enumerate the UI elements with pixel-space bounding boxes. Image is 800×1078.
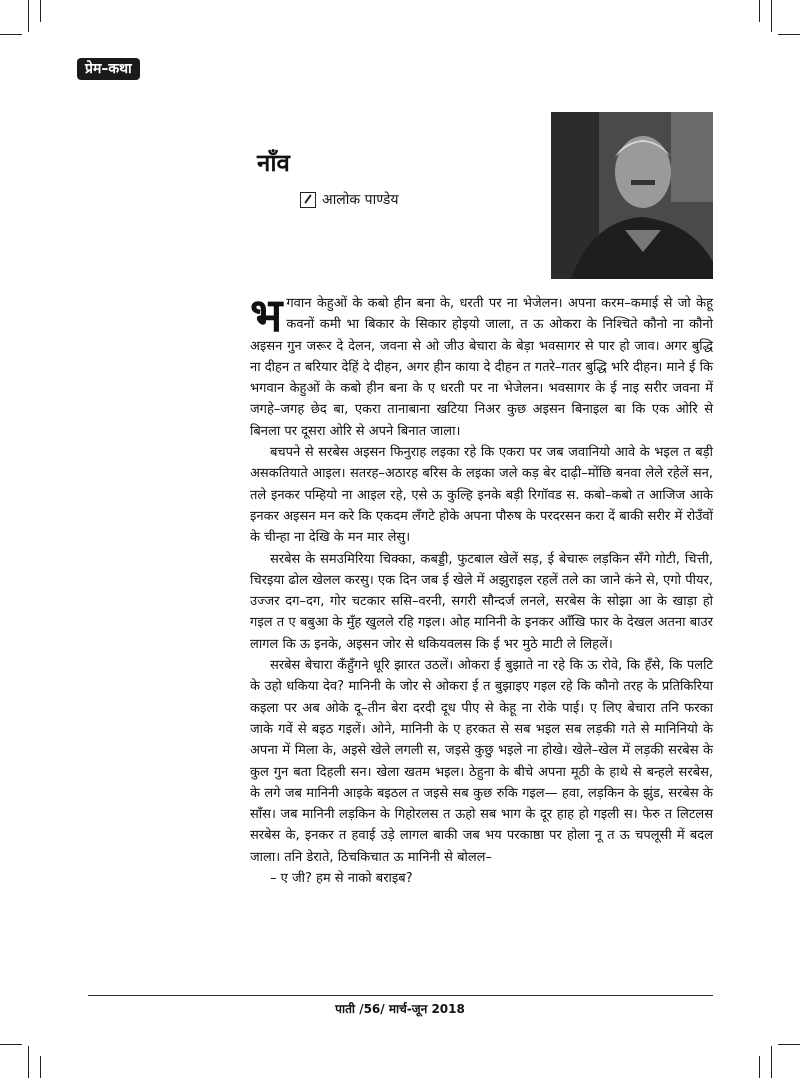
paragraph: भगवान केहुओं के कबो हीन बना के, धरती पर ना भेजेलन। अपना करम–कमाई से जो केहू कवनों कमी भा बिकार के सिकार होइयो जाला, त ऊ ओकरा के निश्चिते कौनो ना कौनो अइसन गुन जरूर दे देलन, जवना से ओ जीउ बेचारा के बेड़ा भवसागर से पार हो जाव। अगर बुद्धि ना दीहन त बरियार देहिं दे दीहन, अगर हीन काया दे दीहन त गतरे–गतर बुद्धि भरि दीहन। माने ई कि भगवान केहुओं के कबो हीन बना के ए धरती पर ना भेजेलन। भवसागर के ई नाइ सरीर जवना में जगहे–जगह छेद बा, एकरा तानाबाना खटिया निअर कुछ अइसन बिनाइल बा कि एक ओरि से बिनला पर दूसरा ओरि से अपने बिनात जाला। [250, 288, 713, 439]
crop-mark [0, 1044, 22, 1045]
author-name: आलोक पाण्डेय [322, 192, 399, 208]
crop-mark [771, 0, 772, 32]
crop-mark [771, 1046, 772, 1078]
paragraph: सरबेस बेचारा कँहुँगने धूरि झारत उठलें। ओकरा ई बुझाते ना रहे कि ऊ रोवे, कि हँसे, कि पलटि के उहो धकिया देव? मानिनी के जोर से ओकरा ई त बुझाइए गइल रहे कि कौनो तरह के प्रतिकिरिया कइला पर अब ओके दू–तीन बेरा दरदी दूध पीए से केहू ना रोके पाई। ए लिए बेचारा तनि फरका जाके गवें से बइठ गइलें। ओने, मानिनी के ए हरकत से सब भइल सब लड़की गते से मानिनियो के अपना में मिला के, अइसे खेले लगली स, जइसे कुछु भइले ना होखे। खेले–खेल में लड़की सरबेस के कुल गुन बता दिहली सन। खेला खतम भइल। ठेहुना के बीचे अपना मूठी के हाथे से बन्हले सरबेस, के लगे जब मानिनी आइके बइठल त जइसे सब कुछ रुकि गइल— हवा, लड़किन के झुंड, सरबेस के साँस। जब मानिनी लड़किन के गिहोरलस त ऊहो सब भाग के दूर हाह हो गइली स। फेरु त लिटलस सरबेस के, इनकर त हवाई उड़े लागल बाकी जब भय परकाष्ठा पर होला नू त ऊ चपलूसी में बदल जाला। तनि डेराते, ठिचकिचात ऊ मानिनी से बोलल– [250, 658, 713, 865]
crop-mark [28, 1046, 29, 1078]
paragraph: बचपने से सरबेस अइसन फिनुराह लइका रहे कि एकरा पर जब जवानियो आवे के भइल त बड़ी असकतियाते आइल। सतरह–अठारह बरिस के लइका जले कड़ बेर दाढ़ी–मोंछि बनवा लेले रहेलें सन, तले इनकर पम्हियो ना आइल रहे, एसे ऊ कुल्हि इनके बड़ी रिगॉवड स. कबो–कबो त आजिज आके इनकर अइसन मन करे कि एकदम लँगटे होके अपना पौरुष के परदरसन करा दें बाकी सरीर में रोउँवों के चीन्हा ना देखि के मन मार लेसु। [250, 445, 713, 546]
crop-mark [40, 1056, 41, 1078]
section-badge: प्रेम–कथा [77, 58, 140, 80]
crop-mark [40, 0, 41, 22]
crop-mark [778, 34, 800, 35]
footer-rule [88, 995, 713, 996]
page-footer: पाती /56/ मार्च-जून 2018 [335, 1002, 465, 1016]
crop-mark [778, 1044, 800, 1045]
crop-mark [28, 0, 29, 32]
crop-mark [759, 1056, 760, 1078]
drop-cap: भ [250, 288, 283, 342]
paragraph: सरबेस के समउमिरिया चिक्का, कबड्डी, फुटबाल खेलें सड़, ई बेचारू लड़किन सँगे गोटी, चित्ती, चिरइया ढोल खेलल करसु। एक दिन जब ई खेले में अझुराइल रहलें तले का जाने कंने से, एगो पीयर, उज्जर दग–दग, गोर चटकार ससि–वरनी, सगरी सौन्दर्ज लनले, सरबेस के सोझा आ के खाड़ा हो गइल त ए बबुआ के मुँह खुलले रहि गइल। ओह मानिनी के इनकर आँखि फार के देखल अतना बाउर लागल कि ऊ इनके, अइसन जोर से धकियवलस कि ई भर मुठे माटी ले लिहलें। [250, 551, 713, 652]
author-photo [551, 112, 713, 279]
pen-icon [300, 192, 316, 208]
paragraph: – ए जी? हम से नाको बराइब? [270, 871, 413, 887]
article-title: नाँव [257, 149, 290, 177]
article-body [250, 288, 713, 889]
crop-mark [0, 34, 22, 35]
crop-mark [759, 0, 760, 22]
author-portrait-icon [551, 112, 713, 279]
author-line [300, 190, 398, 209]
